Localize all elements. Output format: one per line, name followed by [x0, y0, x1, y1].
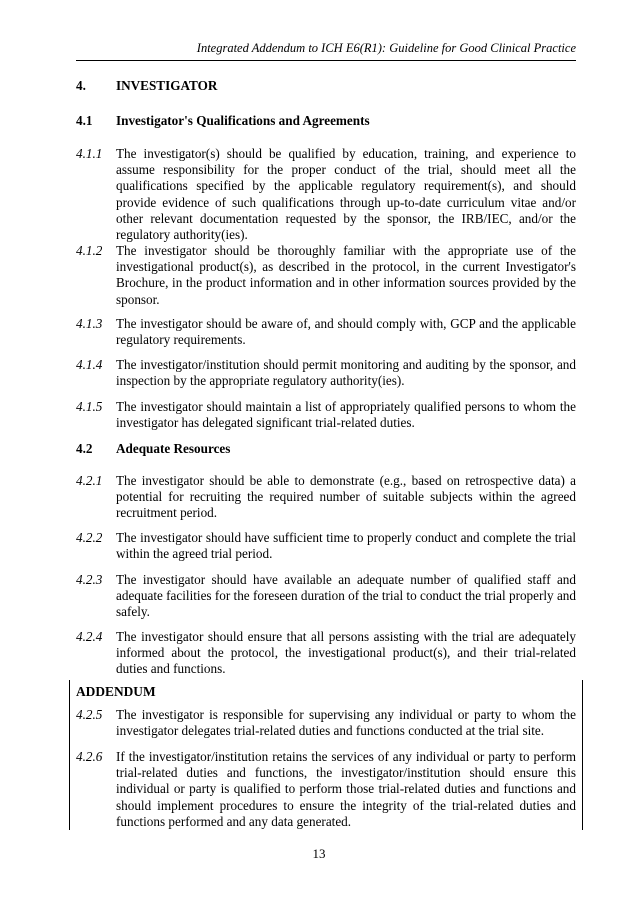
subsection-number: 4.1 — [76, 113, 93, 128]
section-number: 4. — [76, 78, 86, 93]
paragraph-text: The investigator should be aware of, and should comply with, GCP and the applicable regulatory requirements. — [116, 316, 576, 348]
subsection-heading-4-2 — [76, 441, 230, 457]
paragraph-text: The investigator should maintain a list of appropriately qualified persons to whom the investigator has delegated significant trial-related duties. — [116, 399, 576, 431]
paragraph-text: The investigator should be able to demonstrate (e.g., based on retrospective data) a potential for recruiting the required number of suitable subjects within the agreed recruitment period. — [116, 473, 576, 521]
paragraph-text: The investigator should have sufficient time to properly conduct and complete the trial within the agreed trial period. — [116, 530, 576, 562]
paragraph-4-2-1 — [76, 473, 576, 522]
page-number: 13 — [312, 846, 326, 861]
paragraph-4-1-3 — [76, 316, 576, 348]
paragraph-number: 4.1.2 — [76, 243, 103, 258]
paragraph-text: The investigator should be thoroughly familiar with the appropriate use of the investigational product(s), as described in the protocol, in the current Investigator's Brochure, in the product information and in other information sources provided by the sponsor. — [116, 243, 576, 307]
paragraph-number: 4.2.5 — [76, 707, 103, 722]
paragraph-text: The investigator is responsible for supervising any individual or party to whom the investigator delegates trial-related duties and functions conducted at the trial site. — [116, 707, 576, 739]
header-rule — [76, 60, 576, 61]
subsection-number: 4.2 — [76, 441, 93, 456]
paragraph-text: The investigator should ensure that all persons assisting with the trial are adequately informed about the protocol, the investigational product(s), and their trial-related duties and functions. — [116, 629, 576, 677]
section-title: INVESTIGATOR — [116, 78, 218, 93]
paragraph-4-2-5 — [76, 707, 576, 739]
paragraph-number: 4.1.5 — [76, 399, 103, 414]
paragraph-4-2-4 — [76, 629, 576, 678]
paragraph-4-1-4 — [76, 357, 576, 389]
paragraph-number: 4.2.2 — [76, 530, 103, 545]
paragraph-number: 4.2.6 — [76, 749, 103, 764]
change-bar-left — [69, 680, 70, 830]
subsection-title: Adequate Resources — [116, 441, 231, 456]
paragraph-number: 4.2.4 — [76, 629, 103, 644]
change-bar-right — [582, 680, 583, 830]
paragraph-4-1-1 — [76, 146, 576, 243]
paragraph-number: 4.1.3 — [76, 316, 103, 331]
paragraph-4-2-6 — [76, 749, 576, 830]
paragraph-4-1-2 — [76, 243, 576, 308]
paragraph-4-2-2 — [76, 530, 576, 562]
addendum-title: ADDENDUM — [76, 684, 156, 699]
subsection-title: Investigator's Qualifications and Agreements — [116, 113, 370, 128]
paragraph-text: The investigator/institution should permit monitoring and auditing by the sponsor, and inspection by the appropriate regulatory authority(ies). — [116, 357, 576, 389]
paragraph-text: If the investigator/institution retains the services of any individual or party to perform trial-related duties and functions, the investigator/institution should ensure this individual or party is qualified to perform those trial-related duties and functions and should implement procedures to ensure the integrity of the trial-related duties and functions performed and any data generated. — [116, 749, 576, 829]
running-header: Integrated Addendum to ICH E6(R1): Guideline for Good Clinical Practice — [196, 41, 576, 55]
paragraph-4-1-5 — [76, 399, 576, 431]
paragraph-number: 4.2.1 — [76, 473, 103, 488]
paragraph-text: The investigator(s) should be qualified by education, training, and experience to assume responsibility for the proper conduct of the trial, should meet all the qualifications specified by the applicable regulatory requirement(s), and should provide evidence of such qualifications through up-to-date curriculum vitae and/or other relevant documentation requested by the sponsor, the IRB/IEC, and/or the regulatory authority(ies). — [116, 146, 576, 243]
paragraph-number: 4.2.3 — [76, 572, 103, 587]
section-heading — [76, 78, 217, 94]
paragraph-number: 4.1.1 — [76, 146, 103, 161]
paragraph-4-2-3 — [76, 572, 576, 621]
paragraph-text: The investigator should have available an adequate number of qualified staff and adequate facilities for the foreseen duration of the trial to conduct the trial properly and safely. — [116, 572, 576, 620]
paragraph-number: 4.1.4 — [76, 357, 103, 372]
subsection-heading-4-1 — [76, 113, 370, 129]
